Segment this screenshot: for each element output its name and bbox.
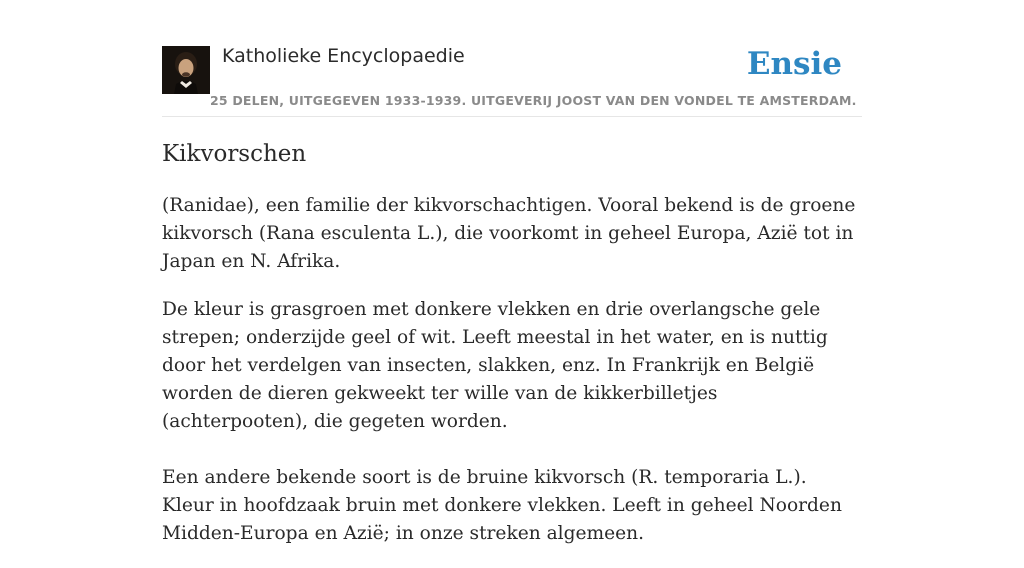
ensie-logo-link[interactable]: Ensie bbox=[746, 46, 842, 82]
article bbox=[162, 138, 862, 568]
source-avatar[interactable] bbox=[162, 46, 210, 94]
portrait-icon bbox=[162, 46, 210, 94]
article-paragraph: De kleur is grasgroen met donkere vlekken en drie overlangsche gele strepen; onderzijde geel of wit. Leeft meestal in het water, en is nuttig door het verdelgen van insecten, slakken, enz. In Frankrijk en België worden de dieren gekweekt ter wille van de kikkerbilletjes (achterpooten), die gegeten worden. Een andere bekende soort is de bruine kikvorsch (R. temporaria L.). Kleur in hoofdzaak bruin met donkere vlekken. Leeft in geheel Noorden Midden-Europa en Azië; in onze streken algemeen. bbox=[162, 299, 842, 544]
article-paragraph: (Ranidae), een familie der kikvorschachtigen. Vooral bekend is de groene kikvorsch (Rana esculenta L.), die voorkomt in geheel Europa, Azië tot in Japan en N. Afrika. bbox=[162, 195, 856, 272]
source-title-link[interactable]: Katholieke Encyclopaedie bbox=[222, 45, 465, 67]
article-title: Kikvorschen bbox=[162, 141, 307, 167]
source-meta: 25 DELEN, UITGEGEVEN 1933-1939. UITGEVERIJ JOOST VAN DEN VONDEL TE AMSTERDAM. bbox=[210, 93, 857, 108]
source-header bbox=[162, 0, 862, 117]
